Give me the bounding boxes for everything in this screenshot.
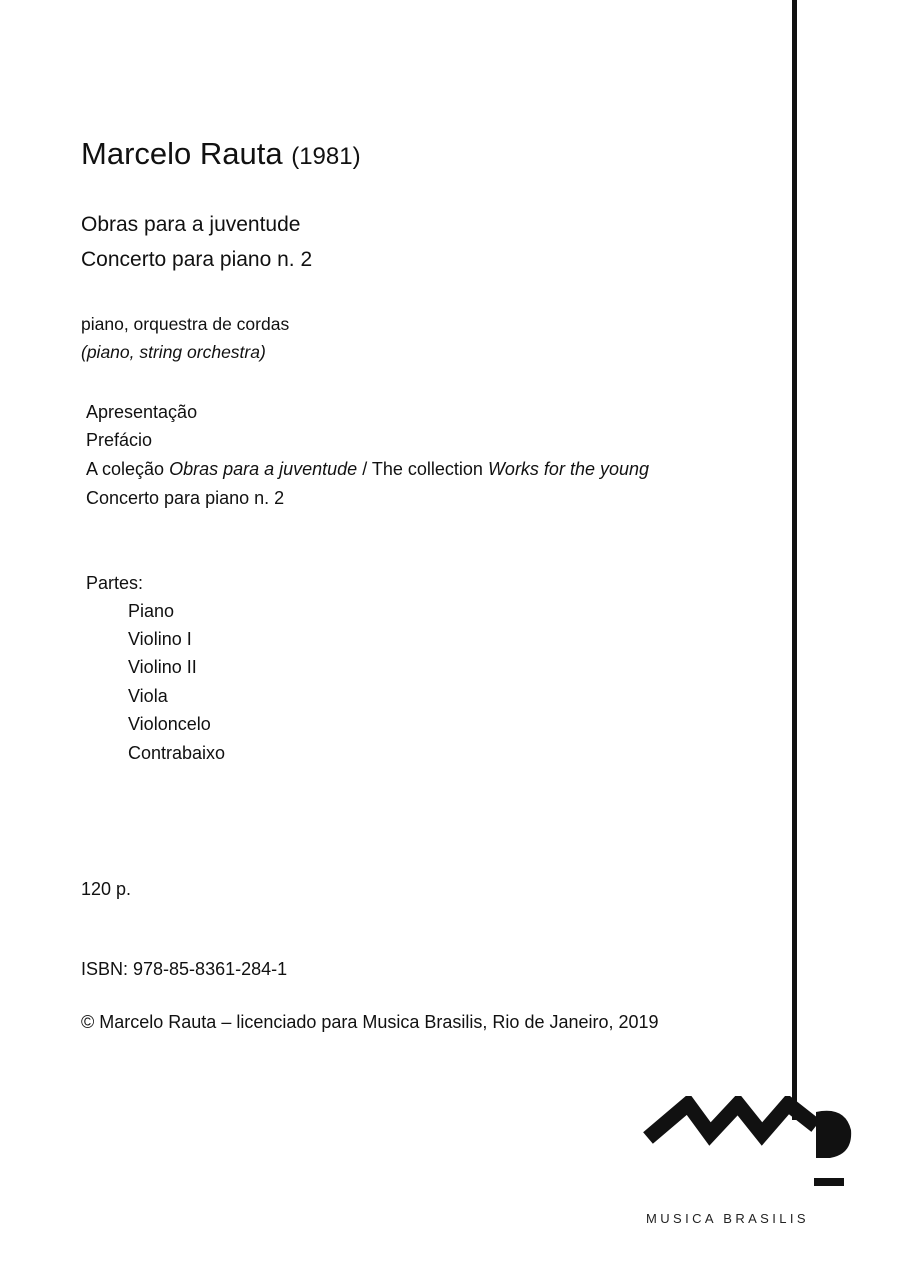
part-item: Piano — [128, 601, 175, 621]
composer-years: (1981) — [291, 143, 361, 170]
parts-heading: Partes: — [86, 573, 144, 593]
composer-heading — [81, 136, 361, 172]
part-item: Contrabaixo — [128, 743, 226, 763]
contents-collection: A coleção Obras para a juventude / The collection Works for the young — [86, 459, 650, 479]
part-item: Violino I — [128, 629, 192, 649]
contents-work: Concerto para piano n. 2 — [86, 488, 285, 508]
instrumentation: piano, orquestra de cordas — [81, 314, 290, 334]
part-item: Violino II — [128, 657, 197, 677]
instrumentation-english: (piano, string orchestra) — [81, 342, 266, 362]
page-count: 120 p. — [81, 879, 132, 899]
work-title: Concerto para piano n. 2 — [81, 248, 313, 271]
contents-preface: Prefácio — [86, 430, 153, 450]
part-item: Violoncelo — [128, 714, 211, 734]
isbn: ISBN: 978-85-8361-284-1 — [81, 959, 288, 979]
publisher-name: MUSICA BRASILIS — [646, 1211, 809, 1226]
composer-name: Marcelo Rauta — [81, 136, 283, 171]
collection-title: Obras para a juventude — [81, 213, 301, 236]
part-item: Viola — [128, 686, 168, 706]
contents-presentation: Apresentação — [86, 402, 198, 422]
copyright: © Marcelo Rauta – licenciado para Musica Brasilis, Rio de Janeiro, 2019 — [81, 1012, 659, 1032]
decorative-vertical-line — [792, 0, 797, 1120]
musica-brasilis-logo-icon — [640, 1096, 860, 1192]
